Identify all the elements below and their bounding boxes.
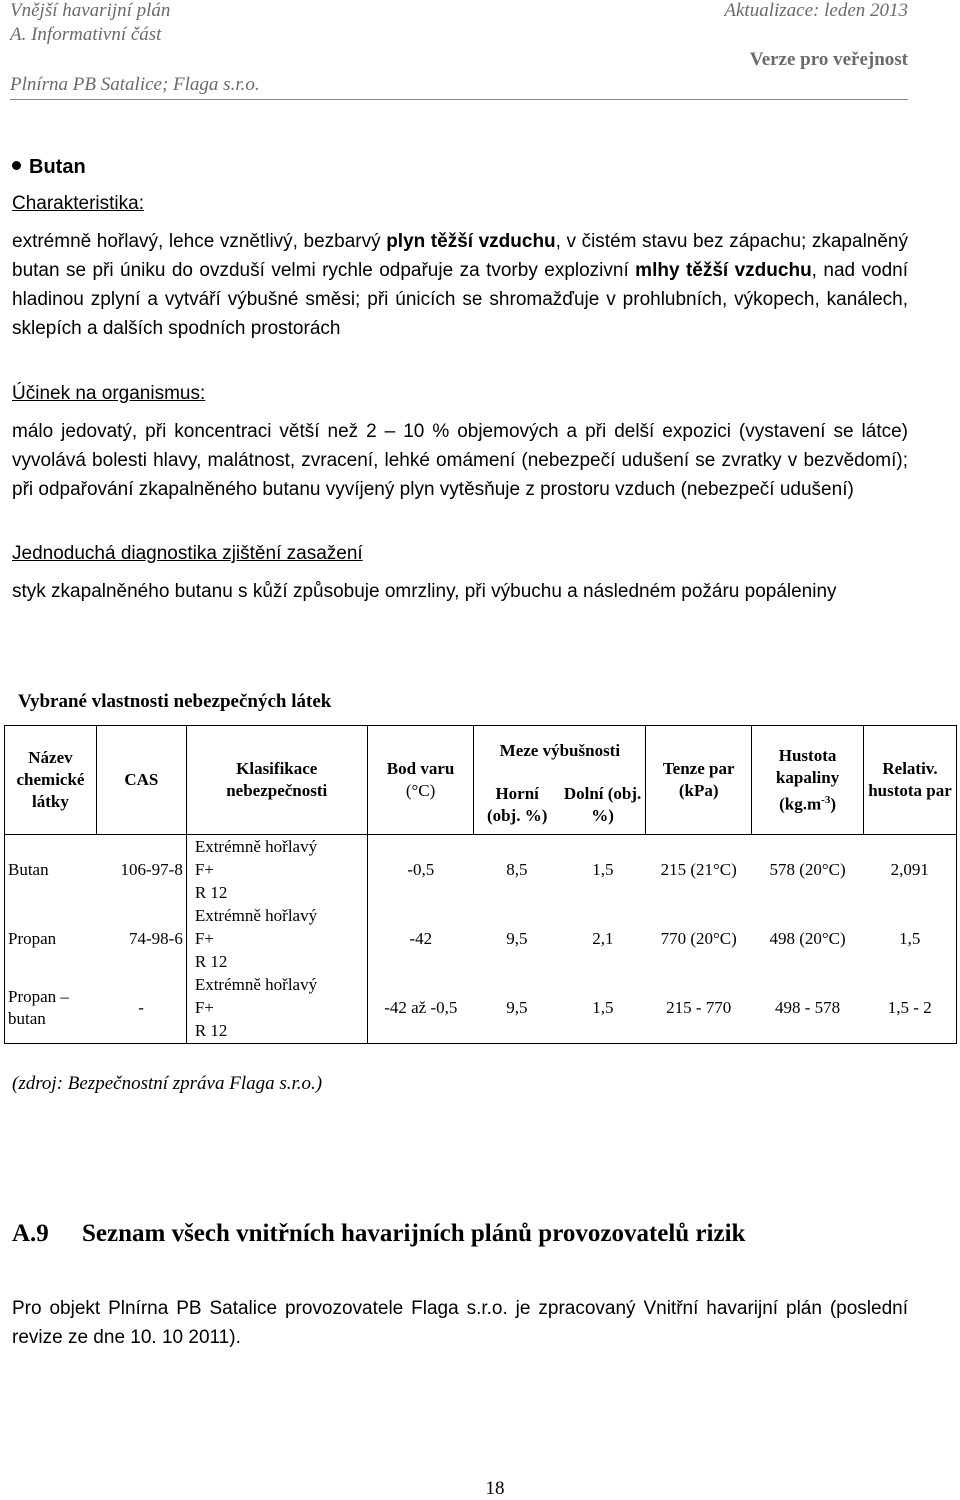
diagnostics-heading: Jednoduchá diagnostika zjištění zasažení <box>12 543 363 564</box>
col-header-rel-density: Relativ. hustota par <box>864 726 957 835</box>
class-symbol: F+ <box>194 998 214 1018</box>
section-heading: Seznam všech vnitřních havarijních plánů provozovatelů rizik <box>82 1220 746 1247</box>
cell-lower: 2,1 <box>592 929 614 948</box>
cell-cas: 106-97-8 <box>96 835 186 905</box>
density-unit-close: ) <box>830 794 836 814</box>
cell-rel-density: 1,5 - 2 <box>864 973 957 1043</box>
page-number: 18 <box>485 1478 505 1499</box>
cell-class <box>186 973 367 1043</box>
header-plan-title: Vnější havarijní plán <box>10 0 171 21</box>
col-header-vapor: Tenze par (kPa) <box>646 726 752 835</box>
emphasis-text: plyn těžší vzduchu <box>386 231 556 252</box>
header-part-title: A. Informativní část <box>10 24 162 45</box>
col-header-boiling <box>367 726 474 835</box>
class-symbol: F+ <box>194 929 214 948</box>
cell-boiling: -42 <box>367 904 474 973</box>
table-row <box>5 904 957 973</box>
class-text: Extrémně hořlavý <box>194 906 318 925</box>
header-update-date: Aktualizace: leden 2013 <box>724 0 908 21</box>
cell-name: Propan – butan <box>5 973 97 1043</box>
characteristics-heading: Charakteristika: <box>12 193 144 214</box>
col-header-lower: Dolní (obj. %) <box>560 776 646 835</box>
cell-upper: 8,5 <box>506 860 528 879</box>
header-version: Verze pro veřejnost <box>749 49 908 70</box>
properties-table <box>4 725 957 1044</box>
cell-lower: 1,5 <box>560 973 646 1043</box>
class-text: Extrémně hořlavý <box>194 975 318 995</box>
class-r-phrase: R 12 <box>194 952 228 971</box>
cell-vapor: 215 (21°C) <box>660 860 737 879</box>
cell-density: 498 (20°C) <box>769 929 846 948</box>
body-text: , nad vodní hladinou zplyní a vytváří výbušné směsi; při únicích se shromažďuje v prohlubních, výkopech, kanálech, sklepích a dalších spodních prostorách <box>12 260 908 339</box>
cell-cas: - <box>96 973 186 1043</box>
cell-lower: 1,5 <box>592 860 614 879</box>
class-r-phrase: R 12 <box>194 1021 228 1041</box>
density-label: Hustota kapaliny <box>775 745 840 787</box>
emphasis-text: mlhy těžší vzduchu <box>635 260 812 281</box>
section-title-text: Butan <box>29 156 86 178</box>
table-row <box>5 973 957 1043</box>
density-unit-exponent: -3 <box>821 793 831 806</box>
cell-rel-density: 1,5 <box>864 904 957 973</box>
col-header-upper: Horní (obj. %) <box>474 776 560 835</box>
cell-upper: 9,5 <box>506 929 528 948</box>
table-source-note: (zdroj: Bezpečnostní zpráva Flaga s.r.o.) <box>12 1073 323 1094</box>
bullet-icon <box>12 161 21 170</box>
section-a9-text: Pro objekt Plnírna PB Satalice provozovatele Flaga s.r.o. je zpracovaný Vnitřní havarijní plán (poslední revize ze dne 10. 10 2011). <box>12 1298 908 1348</box>
table-header-row <box>5 726 957 777</box>
section-number: A.9 <box>12 1220 49 1247</box>
body-text: , v čistém stavu bez zápachu; zkapalněný butan se při úniku do ovzduší velmi rychle odpařuje za tvorby explozivní <box>12 231 908 281</box>
cell-density: 498 - 578 <box>752 973 864 1043</box>
col-header-explosion: Meze výbušnosti <box>474 726 646 777</box>
cell-vapor: 215 - 770 <box>646 973 752 1043</box>
col-header-name: Název chemické látky <box>5 726 97 835</box>
table-title: Vybrané vlastnosti nebezpečných látek <box>18 691 332 712</box>
cell-rel-density: 2,091 <box>864 835 957 905</box>
table-row <box>5 835 957 905</box>
density-unit: (kg.m <box>779 794 822 814</box>
class-text: Extrémně hořlavý <box>194 837 318 856</box>
cell-class <box>186 904 367 973</box>
effect-text: málo jedovatý, při koncentraci větší než 2 – 10 % objemových a při delší expozici (vystavení se látce) vyvolává bolesti hlavy, malátnost, zvracení, lehké omámení (nebezpečí udušení se zvratky v bezvědomí); při odpařování zkapalněného butanu vyvíjený plyn vytěsňuje z prostoru vzduch (nebezpečí udušení) <box>12 421 908 500</box>
col-header-class: Klasifikace nebezpečnosti <box>186 726 367 835</box>
cell-upper: 9,5 <box>474 973 560 1043</box>
header-divider <box>10 99 908 100</box>
col-header-cas: CAS <box>96 726 186 835</box>
cell-name: Butan <box>5 835 97 905</box>
col-header-density <box>752 726 864 835</box>
diagnostics-text: styk zkapalněného butanu s kůží způsobuje omrzliny, při výbuchu a následném požáru popáleniny <box>12 581 837 602</box>
cell-vapor: 770 (20°C) <box>660 929 737 948</box>
section-title-butan <box>12 155 86 179</box>
class-symbol: F+ <box>194 860 214 879</box>
boiling-label: Bod varu <box>386 759 455 778</box>
cell-name: Propan <box>5 904 97 973</box>
cell-class <box>186 835 367 905</box>
characteristics-text <box>12 227 908 343</box>
header-facility: Plnírna PB Satalice; Flaga s.r.o. <box>10 74 260 95</box>
body-text: extrémně hořlavý, lehce vznětlivý, bezbarvý <box>12 231 387 252</box>
effect-heading: Účinek na organismus: <box>12 383 206 404</box>
class-r-phrase: R 12 <box>194 883 228 902</box>
boiling-unit: (°C) <box>405 781 436 800</box>
cell-cas: 74-98-6 <box>96 904 186 973</box>
cell-boiling: -0,5 <box>367 835 474 905</box>
cell-density: 578 (20°C) <box>769 860 846 879</box>
cell-boiling: -42 až -0,5 <box>367 973 474 1043</box>
